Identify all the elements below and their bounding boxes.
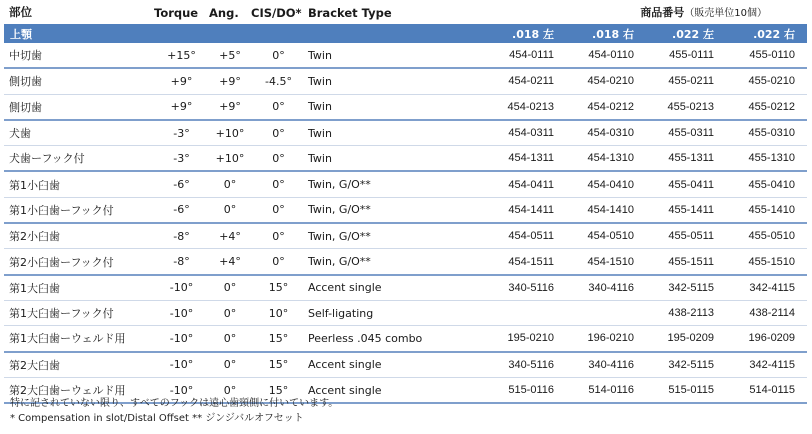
row-cis: 0° — [251, 197, 306, 223]
table-row — [4, 223, 807, 249]
row-cis: 15° — [251, 275, 306, 301]
row-bracket-type: Self-ligating — [306, 300, 486, 325]
row-code-022-right: 455-1410 — [726, 197, 807, 223]
table-row — [4, 68, 807, 94]
row-code-018-right: 454-1510 — [566, 249, 646, 275]
header-cis: CIS/DO* — [251, 6, 302, 20]
row-part: 第1小臼歯 — [4, 171, 154, 197]
row-ang: 0° — [209, 197, 251, 223]
table-row — [4, 352, 807, 378]
row-ang: +4° — [209, 249, 251, 275]
row-code-018-right: 454-0110 — [566, 43, 646, 68]
row-bracket-type: Twin, G/O** — [306, 171, 486, 197]
row-cis: 0° — [251, 146, 306, 172]
row-ang: +9° — [209, 68, 251, 94]
row-code-018-left: 454-1311 — [486, 146, 566, 172]
table-row — [4, 300, 807, 325]
row-code-022-left: 455-0211 — [646, 68, 726, 94]
row-cis: 10° — [251, 300, 306, 325]
row-code-022-left: 455-0111 — [646, 43, 726, 68]
row-code-018-left — [486, 300, 566, 325]
row-ang: 0° — [209, 300, 251, 325]
row-cis: 0° — [251, 249, 306, 275]
table-row — [4, 249, 807, 275]
row-part: 第2小臼歯 — [4, 223, 154, 249]
row-torque: -10° — [154, 300, 209, 325]
row-code-022-right: 455-0510 — [726, 223, 807, 249]
row-bracket-type: Twin, G/O** — [306, 249, 486, 275]
row-torque: -10° — [154, 275, 209, 301]
row-code-018-left: 454-0111 — [486, 43, 566, 68]
row-code-018-left: 454-0311 — [486, 120, 566, 146]
row-cis: 15° — [251, 326, 306, 352]
row-code-022-right: 455-0212 — [726, 94, 807, 120]
row-code-018-right: 340-4116 — [566, 352, 646, 378]
section-code-4: .022 右 — [726, 24, 807, 43]
row-code-018-left: 454-0411 — [486, 171, 566, 197]
row-cis: 15° — [251, 352, 306, 378]
row-bracket-type: Twin — [306, 94, 486, 120]
table-row — [4, 43, 807, 68]
row-cis: 0° — [251, 94, 306, 120]
row-code-018-left: 454-1511 — [486, 249, 566, 275]
row-code-022-left: 455-0311 — [646, 120, 726, 146]
row-code-022-right: 455-1510 — [726, 249, 807, 275]
footnote-legend: * Compensation in slot/Distal Offset ** ジンジバルオフセット — [10, 413, 304, 424]
row-code-022-left: 515-0115 — [646, 377, 726, 403]
row-bracket-type: Twin, G/O** — [306, 223, 486, 249]
row-bracket-type: Peerless .045 combo — [306, 326, 486, 352]
row-code-018-right: 454-0310 — [566, 120, 646, 146]
row-bracket-type: Accent single — [306, 352, 486, 378]
row-cis: 0° — [251, 43, 306, 68]
row-bracket-type: Accent single — [306, 377, 486, 403]
header-product-label: 商品番号 — [640, 6, 685, 19]
row-code-022-left: 195-0209 — [646, 326, 726, 352]
row-ang: 0° — [209, 171, 251, 197]
row-torque: +9° — [154, 68, 209, 94]
row-code-018-right — [566, 300, 646, 325]
row-code-022-right: 196-0209 — [726, 326, 807, 352]
row-code-018-right: 514-0116 — [566, 377, 646, 403]
table-row — [4, 275, 807, 301]
row-ang: +10° — [209, 146, 251, 172]
header-unit-note: （販売単位10個） — [684, 8, 768, 19]
header-product-number — [486, 0, 807, 24]
row-part: 第2小臼歯ーフック付 — [4, 249, 154, 275]
row-code-022-left: 455-1311 — [646, 146, 726, 172]
row-code-022-left: 455-1411 — [646, 197, 726, 223]
section-code-1: .018 左 — [486, 24, 566, 43]
section-code-2: .018 右 — [566, 24, 646, 43]
row-torque: +15° — [154, 43, 209, 68]
row-code-022-right: 455-1310 — [726, 146, 807, 172]
row-ang: 0° — [209, 352, 251, 378]
row-code-018-left: 454-0211 — [486, 68, 566, 94]
row-code-018-left: 515-0116 — [486, 377, 566, 403]
row-code-018-left: 454-0213 — [486, 94, 566, 120]
header-torque: Torque — [154, 6, 199, 20]
row-torque: -10° — [154, 326, 209, 352]
row-cis: -4.5° — [251, 68, 306, 94]
row-ang: +10° — [209, 120, 251, 146]
row-bracket-type: Twin — [306, 146, 486, 172]
header-row — [4, 0, 807, 24]
row-part: 第2大臼歯ーウェルド用 — [4, 377, 154, 403]
row-ang: +5° — [209, 43, 251, 68]
row-code-022-right: 438-2114 — [726, 300, 807, 325]
row-code-018-right: 454-0212 — [566, 94, 646, 120]
row-part: 第1大臼歯ーフック付 — [4, 300, 154, 325]
row-part: 犬歯ーフック付 — [4, 146, 154, 172]
row-code-018-right: 340-4116 — [566, 275, 646, 301]
row-code-018-left: 454-0511 — [486, 223, 566, 249]
row-torque: -3° — [154, 120, 209, 146]
row-code-018-right: 454-0410 — [566, 171, 646, 197]
row-part: 犬歯 — [4, 120, 154, 146]
row-code-018-left: 195-0210 — [486, 326, 566, 352]
row-ang: 0° — [209, 377, 251, 403]
row-cis: 0° — [251, 171, 306, 197]
row-code-018-right: 454-0210 — [566, 68, 646, 94]
row-code-022-left: 455-1511 — [646, 249, 726, 275]
row-code-022-right: 342-4115 — [726, 352, 807, 378]
row-cis: 0° — [251, 223, 306, 249]
row-torque: -3° — [154, 146, 209, 172]
row-code-022-right: 455-0210 — [726, 68, 807, 94]
row-ang: 0° — [209, 275, 251, 301]
row-code-018-right: 454-0510 — [566, 223, 646, 249]
row-part: 側切歯 — [4, 94, 154, 120]
section-label: 上顎 — [4, 24, 486, 43]
row-ang: +9° — [209, 94, 251, 120]
row-ang: +4° — [209, 223, 251, 249]
row-bracket-type: Twin — [306, 120, 486, 146]
table-row — [4, 171, 807, 197]
row-bracket-type: Twin — [306, 43, 486, 68]
row-code-022-left: 342-5115 — [646, 352, 726, 378]
row-bracket-type: Twin, G/O** — [306, 197, 486, 223]
row-code-022-right: 342-4115 — [726, 275, 807, 301]
row-code-018-left: 454-1411 — [486, 197, 566, 223]
row-ang: 0° — [209, 326, 251, 352]
bracket-spec-table — [4, 0, 807, 404]
row-torque: -6° — [154, 171, 209, 197]
row-code-022-left: 455-0511 — [646, 223, 726, 249]
header-ang: Ang. — [209, 6, 239, 20]
row-code-022-right: 455-0310 — [726, 120, 807, 146]
table-row — [4, 197, 807, 223]
row-code-018-left: 340-5116 — [486, 275, 566, 301]
row-part: 第1大臼歯 — [4, 275, 154, 301]
table-row — [4, 120, 807, 146]
row-cis: 0° — [251, 120, 306, 146]
row-torque: -10° — [154, 377, 209, 403]
section-code-3: .022 左 — [646, 24, 726, 43]
row-bracket-type: Accent single — [306, 275, 486, 301]
row-code-018-right: 454-1410 — [566, 197, 646, 223]
footnote-hooks: 特に記されていない限り、すべてのフックは遠心歯頸側に付いています。 — [10, 398, 339, 409]
row-torque: +9° — [154, 94, 209, 120]
table-row — [4, 146, 807, 172]
row-torque: -8° — [154, 249, 209, 275]
table-row — [4, 326, 807, 352]
row-code-022-left: 455-0411 — [646, 171, 726, 197]
row-bracket-type: Twin — [306, 68, 486, 94]
table-row — [4, 94, 807, 120]
row-part: 側切歯 — [4, 68, 154, 94]
row-part: 中切歯 — [4, 43, 154, 68]
row-code-018-left: 340-5116 — [486, 352, 566, 378]
row-code-022-left: 438-2113 — [646, 300, 726, 325]
row-part: 第2大臼歯 — [4, 352, 154, 378]
row-torque: -8° — [154, 223, 209, 249]
row-part: 第1大臼歯ーウェルド用 — [4, 326, 154, 352]
section-header-row — [4, 24, 807, 43]
row-torque: -10° — [154, 352, 209, 378]
header-bracket-type: Bracket Type — [308, 6, 392, 20]
row-code-022-left: 455-0213 — [646, 94, 726, 120]
row-code-018-right: 454-1310 — [566, 146, 646, 172]
header-part: 部位 — [9, 5, 32, 19]
row-code-018-right: 196-0210 — [566, 326, 646, 352]
row-code-022-right: 514-0115 — [726, 377, 807, 403]
row-torque: -6° — [154, 197, 209, 223]
row-cis: 15° — [251, 377, 306, 403]
row-code-022-left: 342-5115 — [646, 275, 726, 301]
row-code-022-right: 455-0410 — [726, 171, 807, 197]
row-part: 第1小臼歯ーフック付 — [4, 197, 154, 223]
row-code-022-right: 455-0110 — [726, 43, 807, 68]
